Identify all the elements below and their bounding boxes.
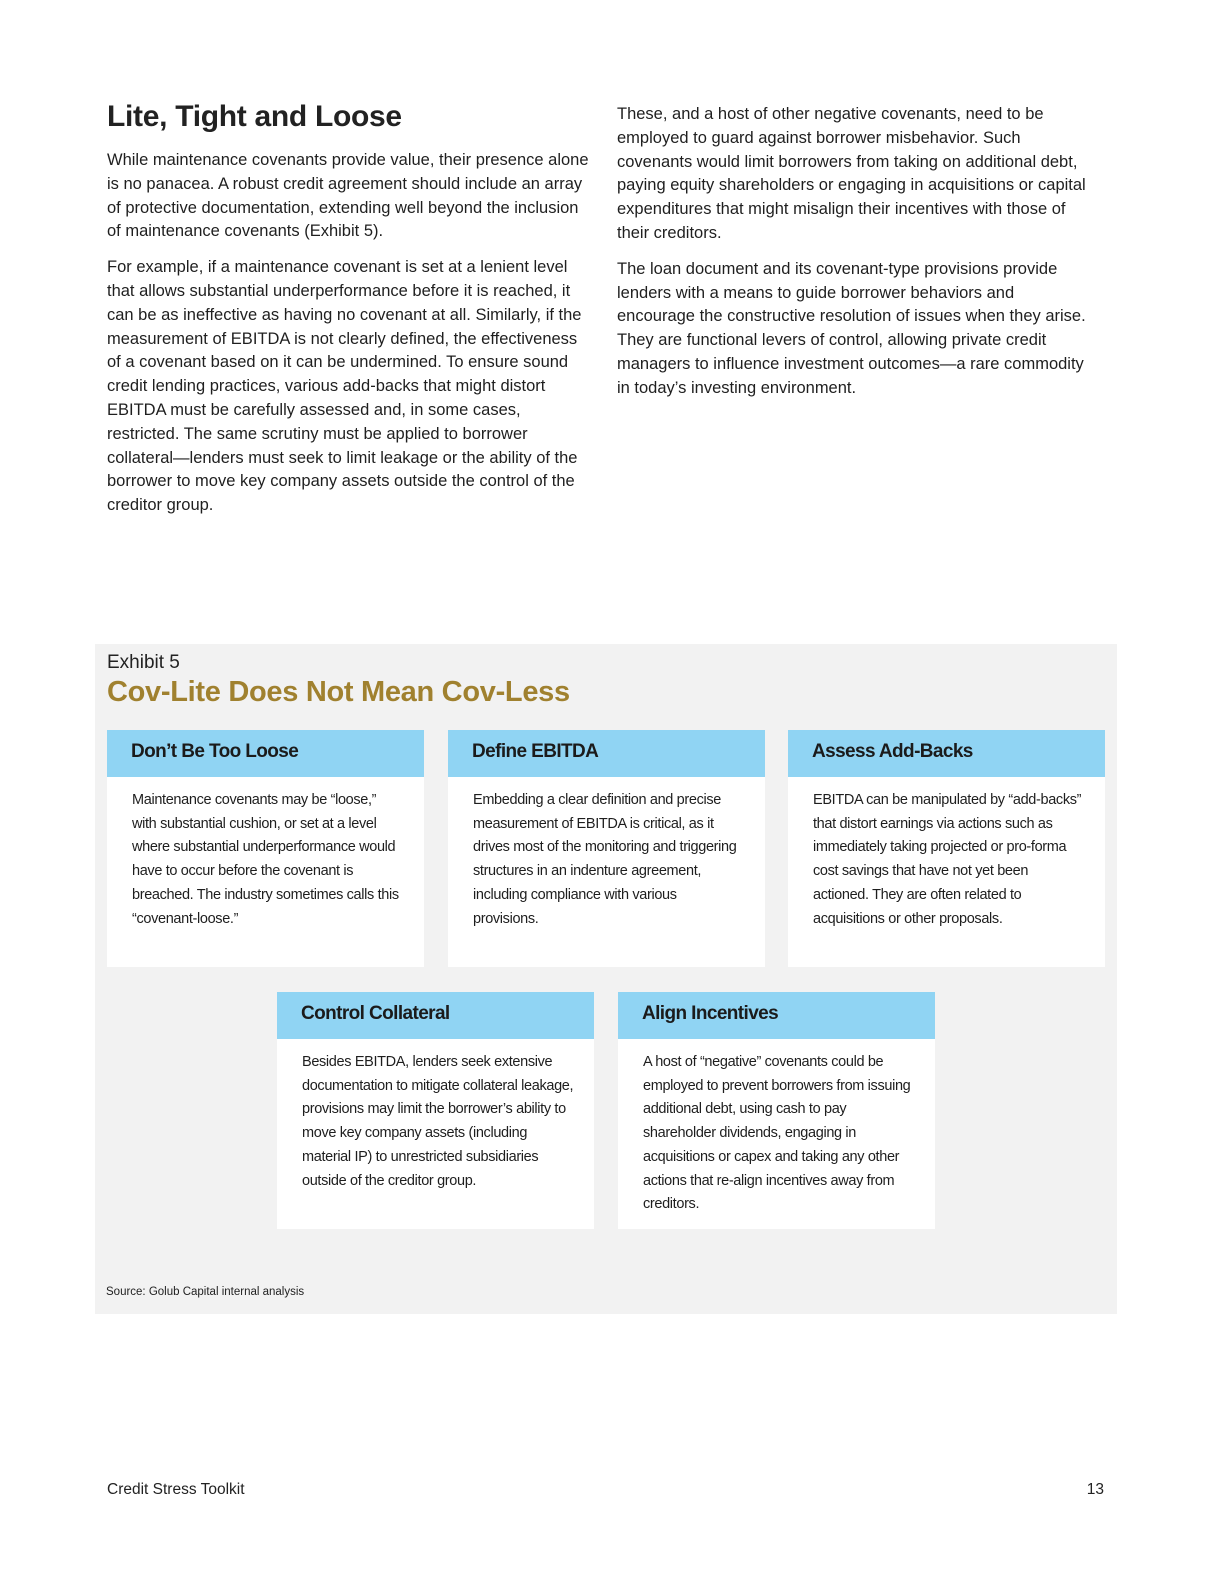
card-dont-be-too-loose [107,730,424,967]
card-body: Besides EBITDA, lenders seek extensive documentation to mitigate collateral leakage, provisions may limit the borrower’s ability to move key company assets (including material IP) to unrestricted subsidiaries outside of the creditor group. [302,1054,574,1189]
card-control-collateral [277,992,594,1229]
card-title: Control Collateral [277,992,594,1039]
footer-publication: Credit Stress Toolkit [107,1481,245,1498]
card-title: Define EBITDA [448,730,765,777]
paragraph: While maintenance covenants provide value, their presence alone is no panacea. A robust credit agreement should include an array of protective documentation, extending well beyond the inclusion of maintenance covenants (Exhibit 5). [107,151,589,241]
card-body: Maintenance covenants may be “loose,” with substantial cushion, or set at a level where substantial underperformance would have to occur before the covenant is breached. The industry sometimes calls this “covenant-loose.” [132,792,399,927]
card-body: Embedding a clear definition and precise measurement of EBITDA is critical, as it drives most of the monitoring and triggering structures in an indenture agreement, including compliance with various provisions. [473,792,737,927]
card-title: Align Incentives [618,992,935,1039]
exhibit-title: Cov-Lite Does Not Mean Cov-Less [107,676,570,708]
left-column [107,149,589,530]
exhibit-label: Exhibit 5 [107,652,180,673]
page-number: 13 [1086,1481,1104,1498]
card-body: EBITDA can be manipulated by “add-backs” that distort earnings via actions such as immediately taking projected or pro-forma cost savings that have not yet been actioned. They are often related to acquisitions or other proposals. [813,792,1082,927]
paragraph: For example, if a maintenance covenant is set at a lenient level that allows substantial underperformance before it is reached, it can be as ineffective as having no covenant at all. Similarly, if the measurement of EBITDA is not clearly defined, the effectiveness of a covenant based on it can be undermined. To ensure sound credit lending practices, various add-backs that might distort EBITDA must be carefully assessed and, in some cases, restricted. The same scrutiny must be applied to borrower collateral—lenders must seek to limit leakage or the ability of the borrower to move key company assets outside the control of the creditor group. [107,258,582,515]
source-note: Source: Golub Capital internal analysis [106,1286,305,1298]
card-title: Assess Add-Backs [788,730,1105,777]
card-assess-add-backs [788,730,1105,967]
card-title: Don’t Be Too Loose [107,730,424,777]
paragraph: The loan document and its covenant-type provisions provide lenders with a means to guide borrower behaviors and encourage the constructive resolution of issues when they arise. They are functional levers of control, allowing private credit managers to influence investment outcomes—a rare commodity in today’s investing environment. [617,259,1086,397]
section-heading: Lite, Tight and Loose [107,100,402,133]
paragraph: These, and a host of other negative covenants, need to be employed to guard against borrower misbehavior. Such covenants would limit borrowers from taking on additional debt, paying equity shareholders or engaging in acquisitions or capital expenditures that might misalign their incentives with those of their creditors. [617,105,1086,242]
card-body: A host of “negative” covenants could be employed to prevent borrowers from issuing additional debt, using cash to pay shareholder dividends, engaging in acquisitions or capex and taking any other actions that re-align incentives away from creditors. [643,1054,911,1213]
card-align-incentives [618,992,935,1229]
exhibit-panel [95,644,1117,1314]
right-column [617,103,1087,413]
card-define-ebitda [448,730,765,967]
